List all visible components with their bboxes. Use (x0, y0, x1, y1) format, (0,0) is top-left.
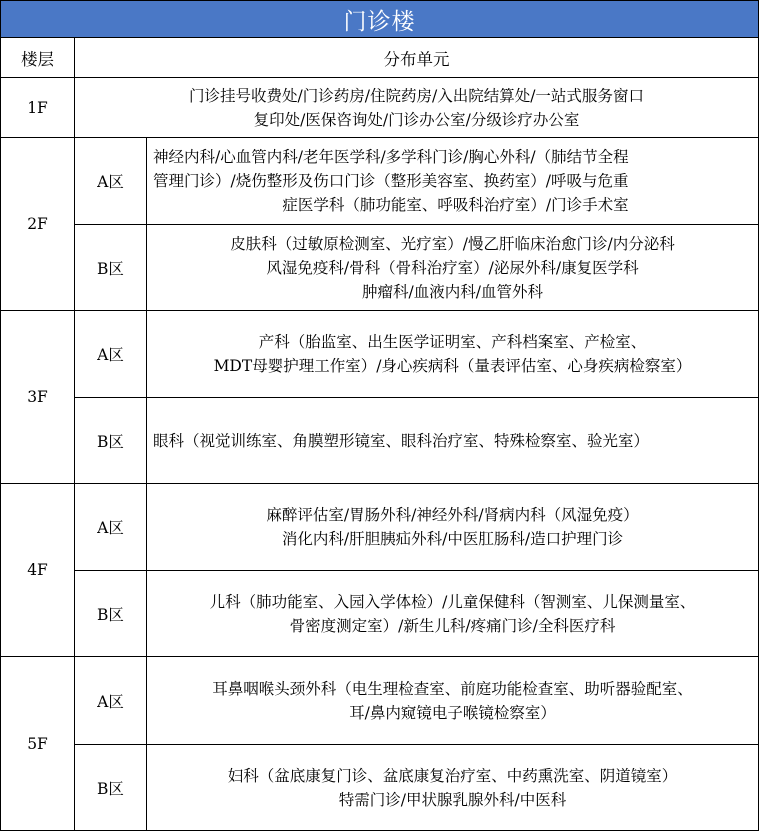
zone-label: B区 (75, 398, 147, 484)
unit-line: 儿科（肺功能室、入园入学体检）/儿童保健科（智测室、儿保测量室、 (209, 592, 696, 611)
header-units: 分布单元 (75, 38, 759, 78)
zone-label: A区 (75, 484, 147, 571)
units-cell (147, 225, 759, 311)
unit-line: 消化内科/肝胆胰疝外科/中医肛肠科/造口护理门诊 (281, 530, 624, 548)
zone-label: A区 (75, 138, 147, 225)
floor-label: 3F (1, 311, 75, 484)
unit-line: 神经内科/心血管内科/老年医学科/多学科门诊/胸心外科/（肺结节全程 (153, 148, 629, 166)
floor-row-3f-a (1, 311, 759, 398)
unit-line: 麻醉评估室/胃肠外科/神经外科/肾病内科（风湿免疫） (266, 506, 639, 524)
units-cell (147, 398, 759, 484)
unit-line: 管理门诊）/烧伤整形及伤口门诊（整形美容室、换药室）/呼吸与危重 (153, 172, 629, 190)
floor-row-5f-b (1, 745, 759, 831)
unit-line: 产科（胎监室、出生医学证明室、产科档案室、产检室、 (258, 333, 647, 351)
floor-row-1f (1, 78, 759, 138)
floor-label: 2F (1, 138, 75, 311)
floor-row-2f-a (1, 138, 759, 225)
zone-label: B区 (75, 571, 147, 657)
unit-line: 风湿免疫科/骨科（骨科治疗室）/泌尿外科/康复医学科 (266, 258, 639, 277)
zone-label: A区 (75, 657, 147, 745)
zone-label: B区 (75, 225, 147, 311)
units-cell (147, 657, 759, 745)
unit-line: MDT母婴护理工作室）/身心疾病科（量表评估室、心身疾病检察室） (213, 357, 692, 375)
floor-label: 5F (1, 657, 75, 831)
zone-label: A区 (75, 311, 147, 398)
unit-line: 特需门诊/甲状腺乳腺外科/中医科 (338, 790, 567, 809)
floor-row-3f-b (1, 398, 759, 484)
unit-line: 肿瘤科/血液内科/血管外科 (362, 282, 543, 301)
unit-line: 门诊挂号收费处/门诊药房/住院药房/入出院结算处/一站式服务窗口 (189, 86, 644, 105)
header-row (1, 38, 759, 78)
title-row (1, 1, 759, 38)
unit-line: 妇科（盆底康复门诊、盆底康复治疗室、中药熏洗室、阴道镜室） (227, 766, 678, 785)
header-floor: 楼层 (1, 38, 75, 78)
floor-label: 4F (1, 484, 75, 657)
unit-line: 复印处/医保咨询处/门诊办公室/分级诊疗办公室 (253, 110, 580, 129)
unit-line: 症医学科（肺功能室、呼吸科治疗室）/门诊手术室 (282, 196, 629, 214)
units-cell (147, 571, 759, 657)
unit-line: 骨密度测定室）/新生儿科/疼痛门诊/全科医疗科 (289, 616, 616, 635)
unit-line: 眼科（视觉训练室、角膜塑形镜室、眼科治疗室、特殊检察室、验光室） (153, 431, 650, 450)
zone-label: B区 (75, 745, 147, 831)
unit-line: 耳/鼻内窥镜电子喉镜检察室） (349, 703, 556, 722)
units-cell (147, 138, 759, 225)
floor-row-5f-a (1, 657, 759, 745)
units-cell (75, 78, 759, 138)
floor-label: 1F (1, 78, 75, 138)
floor-row-4f-b (1, 571, 759, 657)
units-cell (147, 311, 759, 398)
floor-row-2f-b (1, 225, 759, 311)
units-cell (147, 484, 759, 571)
floor-row-4f-a (1, 484, 759, 571)
unit-line: 耳鼻咽喉头颈外科（电生理检查室、前庭功能检查室、助听器验配室、 (212, 679, 693, 698)
table-title: 门诊楼 (1, 1, 759, 38)
units-cell (147, 745, 759, 831)
unit-line: 皮肤科（过敏原检测室、光疗室）/慢乙肝临床治愈门诊/内分泌科 (230, 234, 675, 253)
